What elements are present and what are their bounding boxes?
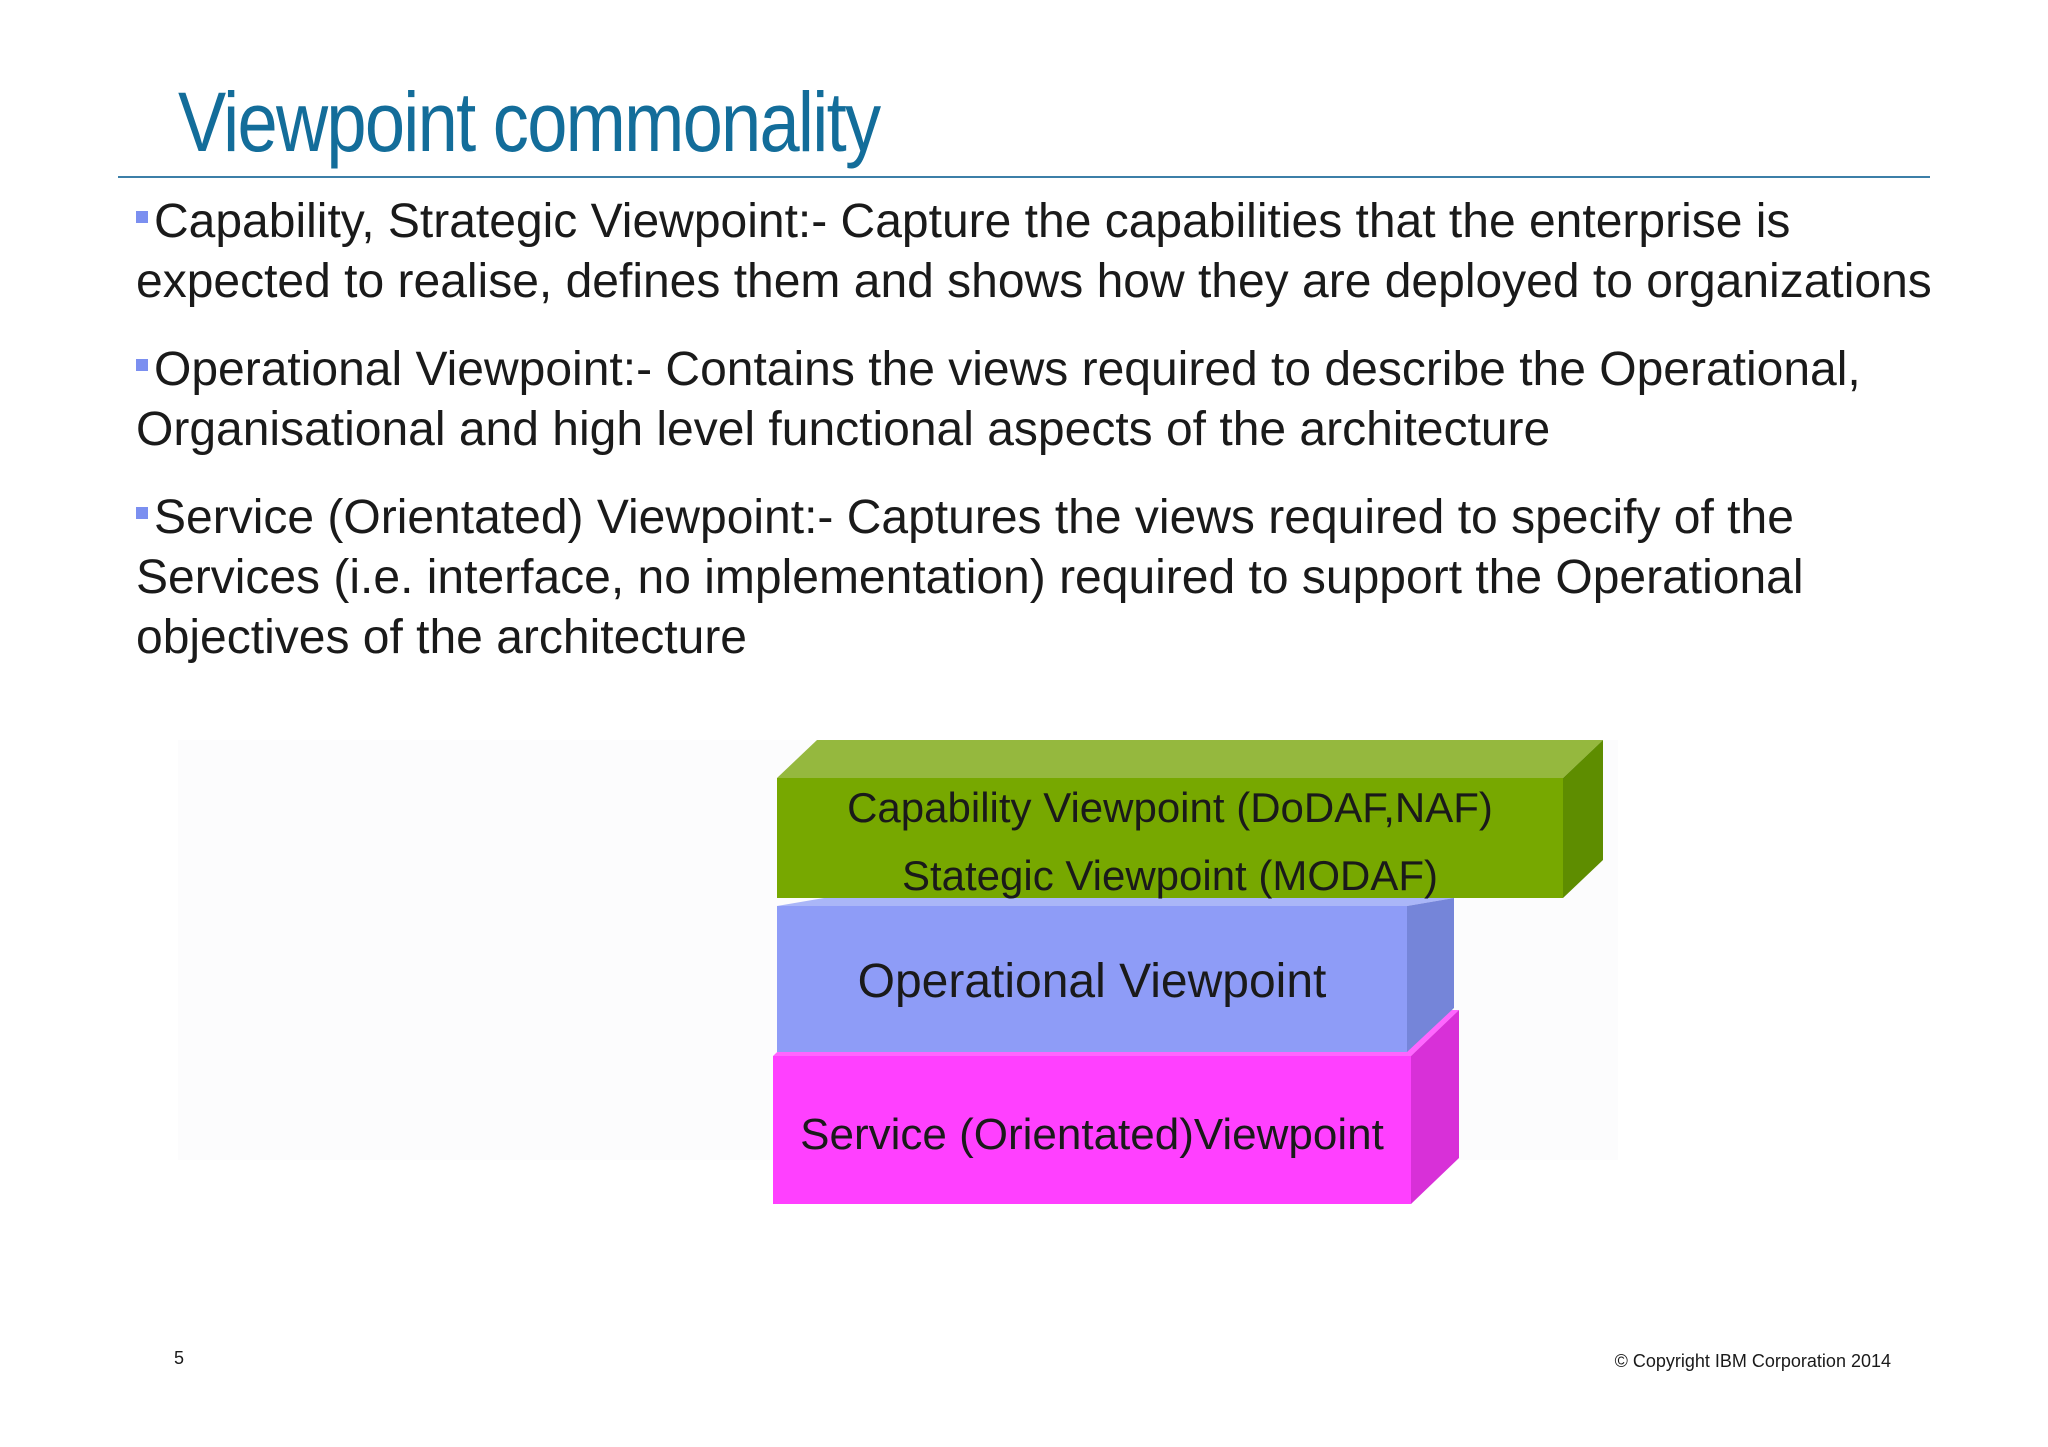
capability-viewpoint-label: Capability Viewpoint (DoDAF,NAF) (847, 784, 1493, 831)
page-number: 5 (174, 1348, 185, 1368)
bullet-text: Capability, Strategic Viewpoint:- Capture the capabilities that the enterprise is expected to realise, defines them and shows how they are deployed to organizations (136, 195, 1932, 308)
bullet-text: Operational Viewpoint:- Contains the views required to describe the Operational, Organisational and high level functional aspects of the architecture (136, 343, 1861, 456)
copyright-notice: © Copyright IBM Corporation 2014 (1614, 1351, 1891, 1371)
operational-viewpoint-label: Operational Viewpoint (857, 955, 1327, 1008)
bullet-text: Service (Orientated) Viewpoint:- Captures the views required to specify of the Services (i.e. interface, no implementation) required to support the Operational objectives of the architecture (136, 491, 1804, 664)
service-viewpoint-label: Service (Orientated)Viewpoint (800, 1110, 1384, 1159)
capability-block-top (777, 740, 1603, 778)
strategic-viewpoint-label: Stategic Viewpoint (MODAF) (901, 852, 1439, 899)
slide-title: Viewpoint commonality (178, 75, 880, 169)
